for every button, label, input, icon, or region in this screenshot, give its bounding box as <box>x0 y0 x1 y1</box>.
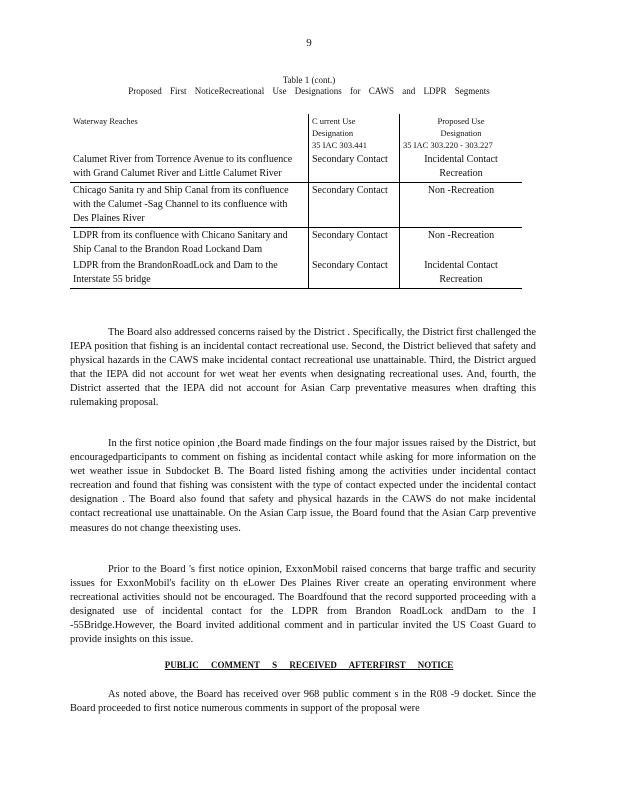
body-paragraph <box>70 688 536 716</box>
proposed-use-cell: Incidental Contact Recreation <box>424 154 498 179</box>
header-waterway-reaches: Waterway Reaches <box>70 114 309 152</box>
body-paragraph <box>70 326 536 411</box>
proposed-use-cell: Non -Recreation <box>400 183 523 228</box>
current-use-cell: Secondary Contact <box>309 152 400 183</box>
table-row <box>70 228 522 259</box>
header-current-line1: C urrent Use <box>312 116 356 126</box>
reach-cell: LDPR from the BrandonRoadLock and Dam to the Interstate 55 bridge <box>70 258 309 289</box>
current-use-cell: Secondary Contact <box>309 258 400 289</box>
paragraph-text: As noted above, the Board has received over 968 public comment s in the R08 -9 docket. Since the Board proceeded to first notice numerous comments in support of the proposal were <box>70 689 536 715</box>
paragraph-text: In the first notice opinion ,the Board made findings on the four major issues raised by the District, but encouragedparticipants to comment on fishing as incidental contact while asking for more information on the wet weather issue in Subdocket B. The Board listed fishing among the activities under incidental contact recreation and found that fishing was consistent with the type of contact expected under the incidental contact designation . The Board also found that safety and physical hazards in the CAWS do not make incidental contact recreational use unattainable. On the Asian Carp issue, the Board found that the Asian Carp preventive measures do not change theexisting uses. <box>70 438 536 534</box>
table-caption <box>0 75 618 97</box>
reach-cell: LDPR from its confluence with Chicano Sanitary and Ship Canal to the Brandon Road Lockand Dam <box>70 228 309 259</box>
table-subtitle: Proposed First NoticeRecreational Use Designations for CAWS and LDPR Segments <box>128 86 490 96</box>
table-row <box>70 152 522 183</box>
header-proposed-designation <box>400 114 523 152</box>
current-use-cell: Secondary Contact <box>309 228 400 259</box>
proposed-use-cell: Non -Recreation <box>400 228 523 259</box>
reach-cell: Chicago Sanita ry and Ship Canal from its confluence with the Calumet -Sag Channel to its confluence with Des Plaines River <box>70 183 309 228</box>
table-header-row <box>70 114 522 152</box>
header-proposed-line1: Proposed Use <box>437 116 485 126</box>
reach-cell: Calumet River from Torrence Avenue to its confluence with Grand Calumet River and Little Calumet River <box>70 152 309 183</box>
body-paragraph <box>70 437 536 536</box>
table-row <box>70 183 522 228</box>
header-current-line3: 35 IAC 303.441 <box>312 140 368 150</box>
proposed-use-cell: Incidental Contact Recreation <box>400 258 523 289</box>
current-use-cell: Secondary Contact <box>309 183 400 228</box>
recreational-use-table <box>70 114 522 289</box>
header-current-line2: Designation <box>312 128 354 138</box>
table-row <box>70 258 522 289</box>
header-current-designation <box>309 114 400 152</box>
header-proposed-line3: 35 IAC 303.220 - 303.227 <box>403 140 493 150</box>
table-title: Table 1 (cont.) <box>282 75 336 85</box>
page-number: 9 <box>306 37 312 49</box>
paragraph-text: The Board also addressed concerns raised by the District . Specifically, the District first challenged the IEPA position that fishing is an incidental contact recreational use. Second, the District believed that safety and physical hazards in the CAWS make incidental contact recreational use unattainable. Third, the District argued that the IEPA did not account for wet weat her events when designating recreational uses. And, fourth, the District asserted that the IEPA did not account for Asian Carp preventative measures when drafting this rulemaking proposal. <box>70 327 536 409</box>
section-heading <box>0 660 618 670</box>
paragraph-text: Prior to the Board 's first notice opinion, ExxonMobil raised concerns that barge traffic and security issues for ExxonMobil's facility on th eLower Des Plaines River create an operating environment where recreational activities should not be encouraged. The Boardfound that the record supported proceeding with a designated use of incidental contact for the LDPR from Brandon RoadLock andDam to the I -55Bridge.However, the Board invited additional comment and in particular invited the US Coast Guard to provide insights on this issue. <box>70 564 536 646</box>
header-proposed-line2: Designation <box>440 128 482 138</box>
section-heading-text: PUBLIC COMMENT S RECEIVED AFTERFIRST NOTICE <box>164 660 454 670</box>
body-paragraph <box>70 563 536 648</box>
